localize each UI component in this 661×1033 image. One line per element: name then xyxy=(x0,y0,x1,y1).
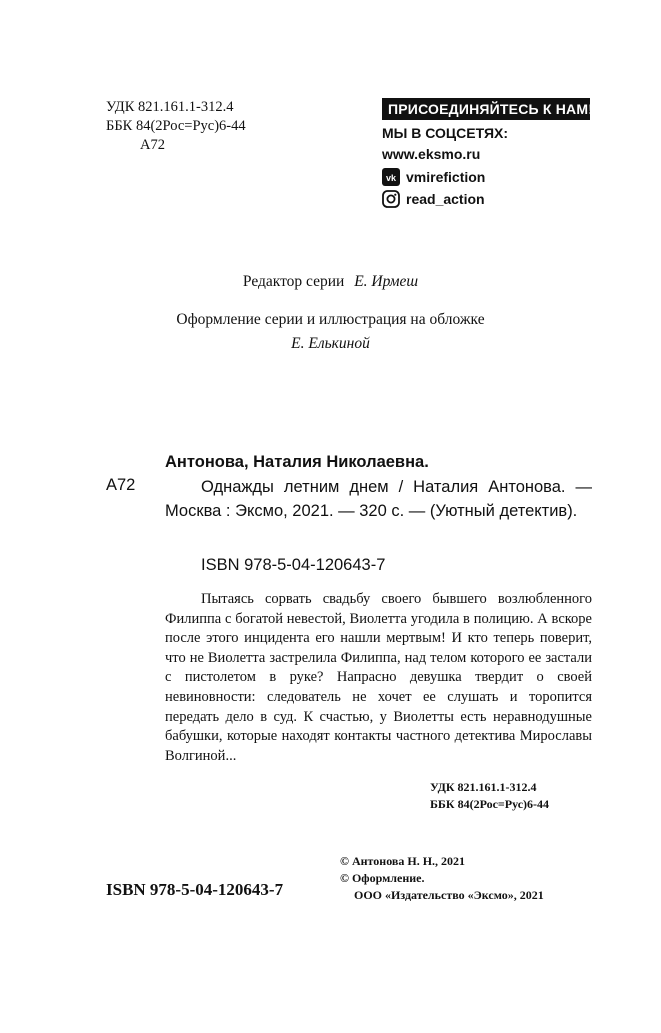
bbk-code-bottom: ББК 84(2Рос=Рус)6-44 xyxy=(430,797,550,811)
copyright-author: © Антонова Н. Н., 2021 xyxy=(340,854,466,868)
social-heading: МЫ В СОЦСЕТЯХ: xyxy=(382,125,509,141)
bib-isbn: ISBN 978-5-04-120643-7 xyxy=(201,556,386,574)
instagram-icon xyxy=(382,190,400,208)
instagram-row[interactable] xyxy=(382,190,590,208)
editor-label: Редактор серии xyxy=(242,273,345,290)
vk-row[interactable] xyxy=(382,168,590,186)
website-link[interactable]: www.eksmo.ru xyxy=(382,146,481,162)
editor-name: Е. Ирмеш xyxy=(354,273,419,290)
vk-icon xyxy=(382,168,400,186)
design-credit-label: Оформление серии и иллюстрация на обложке xyxy=(176,311,485,328)
author-mark: А72 xyxy=(140,137,165,153)
udk-header-block xyxy=(106,98,246,155)
copyright-design: © Оформление. xyxy=(340,871,425,885)
instagram-handle: read_action xyxy=(406,191,485,207)
social-block xyxy=(382,98,594,208)
udk-code: УДК 821.161.1-312.4 xyxy=(106,99,234,115)
join-banner: ПРИСОЕДИНЯЙТЕСЬ К НАМ! xyxy=(382,98,590,120)
copyright-block xyxy=(340,853,544,904)
bib-description: Однажды летним днем / Наталия Антонова. — Москва : Эксмо, 2021. — 320 с. — (Уютный детектив). xyxy=(165,478,592,520)
design-credit-name: Е. Елькиной xyxy=(291,335,370,352)
vk-handle: vmirefiction xyxy=(406,169,486,185)
isbn-main: ISBN 978-5-04-120643-7 xyxy=(106,880,284,899)
editor-credit xyxy=(0,273,661,291)
publisher: ООО «Издательство «Эксмо», 2021 xyxy=(354,888,544,902)
annotation: Пытаясь сорвать свадьбу своего бывшего возлюбленного Филиппа с богатой невестой, Виолетта угодила в полицию. А вскоре после этого инцидента его нашли мертвым! И кто теперь поверит, что не Виолетта застрелила Филиппа, над телом которого ее застали с пистолетом в руке? Напрасно девушка твердит о своей невиновности: следователь не хочет ее слушать и торопится передать дело в суд. К счастью, у Виолетты есть неравнодушные бабушки, которые находят контакты частного детектива Мирославы Волгиной... xyxy=(165,591,592,764)
svg-text:vk: vk xyxy=(385,173,397,183)
udk-code-bottom: УДК 821.161.1-312.4 xyxy=(430,780,537,794)
bib-code: А72 xyxy=(106,476,136,494)
bbk-code: ББК 84(2Рос=Рус)6-44 xyxy=(106,118,246,134)
bib-author: Антонова, Наталия Николаевна. xyxy=(165,453,429,471)
udk-footer-block xyxy=(430,779,549,813)
